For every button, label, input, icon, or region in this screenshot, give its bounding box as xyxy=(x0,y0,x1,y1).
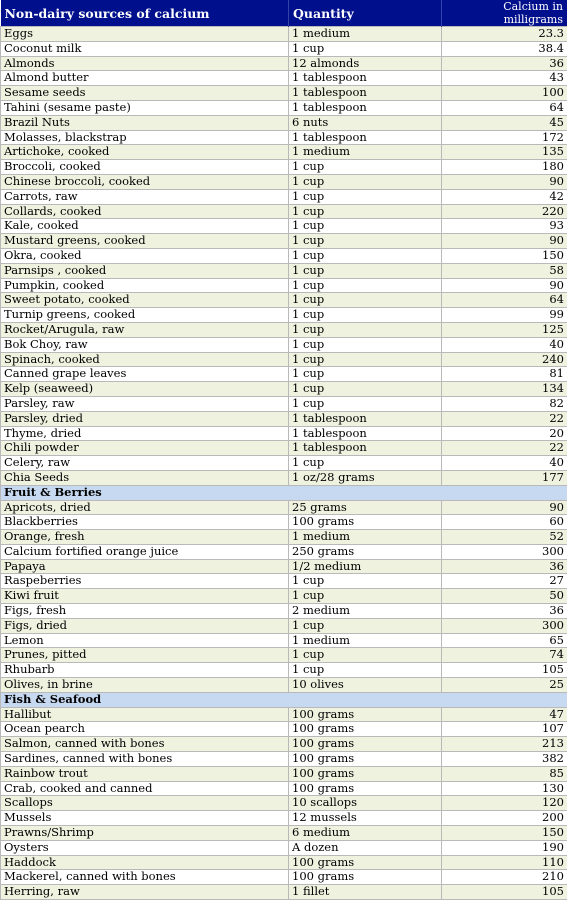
table-row xyxy=(1,678,567,693)
table-row xyxy=(1,100,567,115)
table-row xyxy=(1,396,567,411)
calcium-cell: 52 xyxy=(442,530,567,545)
table-row xyxy=(1,766,567,781)
quantity-cell: 10 olives xyxy=(289,678,442,693)
calcium-cell: 23.3 xyxy=(442,27,567,42)
quantity-cell: 100 grams xyxy=(289,870,442,885)
section-header-row xyxy=(1,485,567,500)
table-row xyxy=(1,870,567,885)
food-cell: Oysters xyxy=(1,840,289,855)
calcium-cell: 125 xyxy=(442,322,567,337)
quantity-cell: 1 tablespoon xyxy=(289,86,442,101)
table-row xyxy=(1,826,567,841)
food-cell: Mackerel, canned with bones xyxy=(1,870,289,885)
food-cell: Prunes, pitted xyxy=(1,648,289,663)
calcium-cell: 150 xyxy=(442,826,567,841)
food-cell: Sardines, canned with bones xyxy=(1,752,289,767)
table-row xyxy=(1,589,567,604)
calcium-cell: 22 xyxy=(442,411,567,426)
calcium-cell: 36 xyxy=(442,56,567,71)
table-row xyxy=(1,293,567,308)
table-row xyxy=(1,707,567,722)
food-cell: Broccoli, cooked xyxy=(1,160,289,175)
quantity-cell: 1 cup xyxy=(289,263,442,278)
table-row xyxy=(1,752,567,767)
calcium-cell: 20 xyxy=(442,426,567,441)
quantity-cell: 1 cup xyxy=(289,174,442,189)
table-row xyxy=(1,160,567,175)
food-cell: Eggs xyxy=(1,27,289,42)
quantity-cell: 100 grams xyxy=(289,722,442,737)
table-row xyxy=(1,115,567,130)
calcium-cell: 120 xyxy=(442,796,567,811)
calcium-cell: 60 xyxy=(442,515,567,530)
calcium-cell: 90 xyxy=(442,234,567,249)
quantity-cell: 1 medium xyxy=(289,530,442,545)
food-cell: Rainbow trout xyxy=(1,766,289,781)
table-row xyxy=(1,648,567,663)
calcium-cell: 213 xyxy=(442,737,567,752)
table-row xyxy=(1,174,567,189)
table-row xyxy=(1,500,567,515)
calcium-cell: 64 xyxy=(442,293,567,308)
calcium-cell: 172 xyxy=(442,130,567,145)
quantity-cell: 100 grams xyxy=(289,515,442,530)
calcium-cell: 220 xyxy=(442,204,567,219)
table-row xyxy=(1,86,567,101)
calcium-cell: 43 xyxy=(442,71,567,86)
calcium-cell: 38.4 xyxy=(442,41,567,56)
calcium-cell: 150 xyxy=(442,248,567,263)
calcium-cell: 40 xyxy=(442,337,567,352)
calcium-cell: 22 xyxy=(442,441,567,456)
quantity-cell: 12 almonds xyxy=(289,56,442,71)
food-cell: Kale, cooked xyxy=(1,219,289,234)
calcium-cell: 36 xyxy=(442,604,567,619)
food-cell: Canned grape leaves xyxy=(1,367,289,382)
table-row xyxy=(1,337,567,352)
food-cell: Scallops xyxy=(1,796,289,811)
table-row xyxy=(1,56,567,71)
table-row xyxy=(1,796,567,811)
food-cell: Mustard greens, cooked xyxy=(1,234,289,249)
quantity-cell: 100 grams xyxy=(289,707,442,722)
table-row xyxy=(1,219,567,234)
calcium-cell: 200 xyxy=(442,811,567,826)
table-row xyxy=(1,781,567,796)
food-cell: Thyme, dried xyxy=(1,426,289,441)
calcium-cell: 190 xyxy=(442,840,567,855)
food-cell: Calcium fortified orange juice xyxy=(1,544,289,559)
calcium-cell: 107 xyxy=(442,722,567,737)
food-column-header: Non-dairy sources of calcium xyxy=(1,0,289,27)
food-cell: Orange, fresh xyxy=(1,530,289,545)
food-cell: Crab, cooked and canned xyxy=(1,781,289,796)
quantity-cell: 6 nuts xyxy=(289,115,442,130)
calcium-cell: 81 xyxy=(442,367,567,382)
food-cell: Spinach, cooked xyxy=(1,352,289,367)
food-cell: Parsley, raw xyxy=(1,396,289,411)
calcium-cell: 135 xyxy=(442,145,567,160)
calcium-cell: 177 xyxy=(442,470,567,485)
table-row xyxy=(1,470,567,485)
calcium-cell: 27 xyxy=(442,574,567,589)
header-row xyxy=(1,0,567,27)
calcium-column-header: Calcium in milligrams xyxy=(442,0,567,27)
table-row xyxy=(1,41,567,56)
quantity-cell: 1 tablespoon xyxy=(289,130,442,145)
calcium-cell: 64 xyxy=(442,100,567,115)
quantity-cell: 1 cup xyxy=(289,322,442,337)
calcium-cell: 105 xyxy=(442,663,567,678)
food-cell: Almonds xyxy=(1,56,289,71)
quantity-cell: A dozen xyxy=(289,840,442,855)
table-row xyxy=(1,71,567,86)
quantity-cell: 1 cup xyxy=(289,204,442,219)
calcium-cell: 90 xyxy=(442,174,567,189)
table-row xyxy=(1,515,567,530)
table-row xyxy=(1,633,567,648)
table-row xyxy=(1,278,567,293)
calcium-cell: 50 xyxy=(442,589,567,604)
quantity-cell: 1 medium xyxy=(289,27,442,42)
quantity-cell: 100 grams xyxy=(289,855,442,870)
food-cell: Chili powder xyxy=(1,441,289,456)
calcium-cell: 105 xyxy=(442,885,567,900)
table-row xyxy=(1,604,567,619)
food-cell: Celery, raw xyxy=(1,456,289,471)
quantity-cell: 1 cup xyxy=(289,574,442,589)
food-cell: Figs, fresh xyxy=(1,604,289,619)
food-cell: Lemon xyxy=(1,633,289,648)
food-cell: Artichoke, cooked xyxy=(1,145,289,160)
quantity-column-header: Quantity xyxy=(289,0,442,27)
quantity-cell: 1 cup xyxy=(289,663,442,678)
quantity-cell: 1 cup xyxy=(289,41,442,56)
section-title: Fruit & Berries xyxy=(1,485,567,500)
table-row xyxy=(1,263,567,278)
table-row xyxy=(1,382,567,397)
food-cell: Kiwi fruit xyxy=(1,589,289,604)
table-row xyxy=(1,530,567,545)
calcium-cell: 45 xyxy=(442,115,567,130)
calcium-cell: 85 xyxy=(442,766,567,781)
food-cell: Blackberries xyxy=(1,515,289,530)
calcium-cell: 36 xyxy=(442,559,567,574)
food-cell: Mussels xyxy=(1,811,289,826)
calcium-cell: 99 xyxy=(442,308,567,323)
food-cell: Kelp (seaweed) xyxy=(1,382,289,397)
calcium-cell: 110 xyxy=(442,855,567,870)
food-cell: Apricots, dried xyxy=(1,500,289,515)
food-cell: Pumpkin, cooked xyxy=(1,278,289,293)
table-row xyxy=(1,456,567,471)
quantity-cell: 1 tablespoon xyxy=(289,441,442,456)
table-row xyxy=(1,426,567,441)
food-cell: Raspeberries xyxy=(1,574,289,589)
food-cell: Parsley, dried xyxy=(1,411,289,426)
table-row xyxy=(1,840,567,855)
food-cell: Olives, in brine xyxy=(1,678,289,693)
quantity-cell: 1 tablespoon xyxy=(289,426,442,441)
food-cell: Molasses, blackstrap xyxy=(1,130,289,145)
quantity-cell: 100 grams xyxy=(289,752,442,767)
quantity-cell: 1 cup xyxy=(289,219,442,234)
table-row xyxy=(1,663,567,678)
calcium-cell: 382 xyxy=(442,752,567,767)
quantity-cell: 1 cup xyxy=(289,396,442,411)
table-row xyxy=(1,130,567,145)
food-cell: Prawns/Shrimp xyxy=(1,826,289,841)
table-row xyxy=(1,189,567,204)
table-row xyxy=(1,544,567,559)
quantity-cell: 250 grams xyxy=(289,544,442,559)
calcium-cell: 40 xyxy=(442,456,567,471)
food-cell: Okra, cooked xyxy=(1,248,289,263)
quantity-cell: 1 cup xyxy=(289,456,442,471)
quantity-cell: 1 fillet xyxy=(289,885,442,900)
table-row xyxy=(1,885,567,900)
table-row xyxy=(1,234,567,249)
food-cell: Parnsips , cooked xyxy=(1,263,289,278)
table-row xyxy=(1,811,567,826)
food-cell: Rocket/Arugula, raw xyxy=(1,322,289,337)
food-cell: Tahini (sesame paste) xyxy=(1,100,289,115)
food-cell: Ocean pearch xyxy=(1,722,289,737)
quantity-cell: 1 cup xyxy=(289,337,442,352)
table-row xyxy=(1,27,567,42)
quantity-cell: 1/2 medium xyxy=(289,559,442,574)
food-cell: Almond butter xyxy=(1,71,289,86)
calcium-cell: 65 xyxy=(442,633,567,648)
table-row xyxy=(1,308,567,323)
quantity-cell: 1 cup xyxy=(289,248,442,263)
quantity-cell: 100 grams xyxy=(289,737,442,752)
calcium-cell: 240 xyxy=(442,352,567,367)
quantity-cell: 1 cup xyxy=(289,160,442,175)
quantity-cell: 1 medium xyxy=(289,145,442,160)
quantity-cell: 1 cup xyxy=(289,308,442,323)
table-row xyxy=(1,248,567,263)
food-cell: Chia Seeds xyxy=(1,470,289,485)
quantity-cell: 1 cup xyxy=(289,352,442,367)
section-header-row xyxy=(1,692,567,707)
quantity-cell: 10 scallops xyxy=(289,796,442,811)
table-row xyxy=(1,559,567,574)
quantity-cell: 1 cup xyxy=(289,618,442,633)
food-cell: Sweet potato, cooked xyxy=(1,293,289,308)
quantity-cell: 1 cup xyxy=(289,293,442,308)
table-row xyxy=(1,411,567,426)
quantity-cell: 1 cup xyxy=(289,382,442,397)
quantity-cell: 1 cup xyxy=(289,234,442,249)
calcium-cell: 90 xyxy=(442,500,567,515)
table-row xyxy=(1,204,567,219)
food-cell: Brazil Nuts xyxy=(1,115,289,130)
quantity-cell: 12 mussels xyxy=(289,811,442,826)
calcium-cell: 134 xyxy=(442,382,567,397)
food-cell: Sesame seeds xyxy=(1,86,289,101)
quantity-cell: 1 cup xyxy=(289,367,442,382)
table-row xyxy=(1,145,567,160)
food-cell: Collards, cooked xyxy=(1,204,289,219)
calcium-cell: 130 xyxy=(442,781,567,796)
quantity-cell: 100 grams xyxy=(289,781,442,796)
calcium-cell: 93 xyxy=(442,219,567,234)
table-row xyxy=(1,441,567,456)
food-cell: Bok Choy, raw xyxy=(1,337,289,352)
table-row xyxy=(1,737,567,752)
calcium-cell: 100 xyxy=(442,86,567,101)
food-cell: Salmon, canned with bones xyxy=(1,737,289,752)
calcium-cell: 90 xyxy=(442,278,567,293)
quantity-cell: 1 cup xyxy=(289,278,442,293)
quantity-cell: 6 medium xyxy=(289,826,442,841)
quantity-cell: 100 grams xyxy=(289,766,442,781)
calcium-cell: 25 xyxy=(442,678,567,693)
calcium-cell: 82 xyxy=(442,396,567,411)
quantity-cell: 25 grams xyxy=(289,500,442,515)
table-row xyxy=(1,722,567,737)
section-title: Fish & Seafood xyxy=(1,692,567,707)
quantity-cell: 1 cup xyxy=(289,189,442,204)
food-cell: Rhubarb xyxy=(1,663,289,678)
food-cell: Chinese broccoli, cooked xyxy=(1,174,289,189)
table-row xyxy=(1,574,567,589)
food-cell: Haddock xyxy=(1,855,289,870)
quantity-cell: 2 medium xyxy=(289,604,442,619)
calcium-cell: 47 xyxy=(442,707,567,722)
table-row xyxy=(1,367,567,382)
calcium-cell: 180 xyxy=(442,160,567,175)
calcium-cell: 58 xyxy=(442,263,567,278)
calcium-cell: 300 xyxy=(442,618,567,633)
food-cell: Herring, raw xyxy=(1,885,289,900)
table-row xyxy=(1,855,567,870)
table-row xyxy=(1,352,567,367)
quantity-cell: 1 tablespoon xyxy=(289,411,442,426)
quantity-cell: 1 medium xyxy=(289,633,442,648)
food-cell: Papaya xyxy=(1,559,289,574)
food-cell: Hallibut xyxy=(1,707,289,722)
quantity-cell: 1 cup xyxy=(289,589,442,604)
calcium-cell: 300 xyxy=(442,544,567,559)
food-cell: Carrots, raw xyxy=(1,189,289,204)
food-cell: Coconut milk xyxy=(1,41,289,56)
quantity-cell: 1 cup xyxy=(289,648,442,663)
table-body xyxy=(1,27,567,900)
quantity-cell: 1 tablespoon xyxy=(289,100,442,115)
calcium-cell: 210 xyxy=(442,870,567,885)
calcium-cell: 42 xyxy=(442,189,567,204)
table-row xyxy=(1,618,567,633)
quantity-cell: 1 oz/28 grams xyxy=(289,470,442,485)
food-cell: Turnip greens, cooked xyxy=(1,308,289,323)
food-cell: Figs, dried xyxy=(1,618,289,633)
table-row xyxy=(1,322,567,337)
calcium-cell: 74 xyxy=(442,648,567,663)
quantity-cell: 1 tablespoon xyxy=(289,71,442,86)
